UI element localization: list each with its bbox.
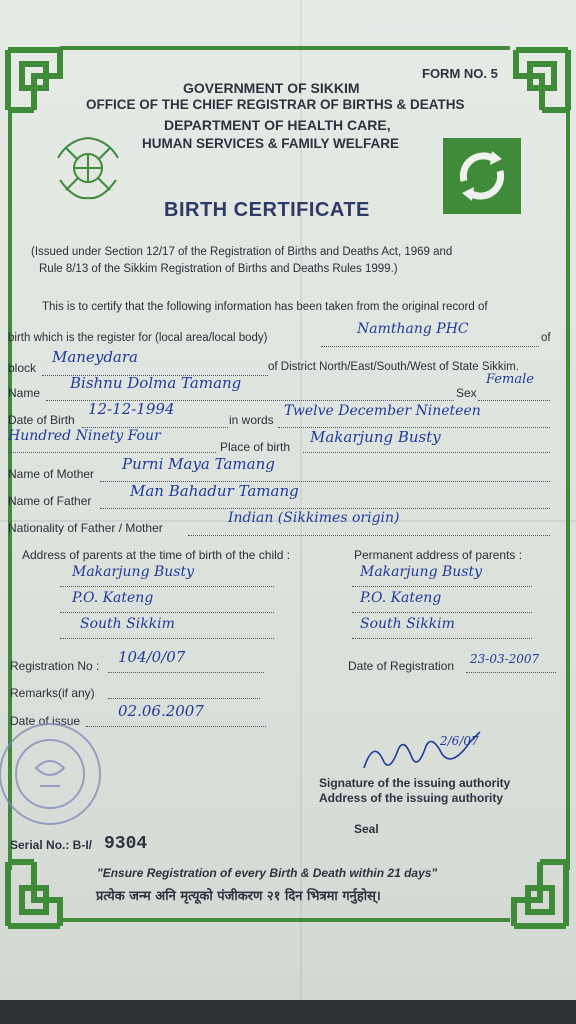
signature-date: 2/6/07 bbox=[440, 734, 479, 748]
border-bottom bbox=[60, 918, 510, 922]
nationality-line bbox=[188, 535, 550, 536]
registration-date-label: Date of Registration bbox=[348, 659, 455, 673]
address-birth-line3 bbox=[60, 638, 274, 639]
page-title: BIRTH CERTIFICATE bbox=[164, 199, 370, 221]
name-label: Name bbox=[8, 386, 41, 400]
round-seal-stamp bbox=[0, 718, 112, 830]
remarks-label: Remarks(if any) bbox=[10, 686, 95, 700]
serial-label: Serial No.: B-I/ bbox=[10, 838, 93, 852]
local-body-line bbox=[321, 346, 539, 347]
header-ministry: HUMAN SERVICES & FAMILY WELFARE bbox=[142, 136, 400, 151]
seal-label: Seal bbox=[354, 822, 379, 836]
address-perm-value1: Makarjung Busty bbox=[360, 564, 483, 580]
registration-no-label: Registration No : bbox=[10, 659, 100, 673]
background-surface bbox=[0, 1000, 576, 1024]
father-line bbox=[100, 508, 550, 509]
registration-date-value: 23-03-2007 bbox=[470, 652, 540, 666]
corner-knot-top-left bbox=[0, 40, 80, 140]
footer-english-note: "Ensure Registration of every Birth & Death within 21 days" bbox=[97, 866, 438, 880]
address-perm-line2 bbox=[352, 612, 532, 613]
serial-number: 9304 bbox=[104, 834, 148, 854]
issue-date-value: 02.06.2007 bbox=[118, 702, 204, 720]
in-words-line-2 bbox=[8, 452, 216, 453]
address-perm-line3 bbox=[352, 638, 532, 639]
registrar-stamp bbox=[394, 796, 494, 837]
footer-nepali-note: प्रत्येक जन्म अनि मृत्यूको पंजीकरण २१ दिन भित्रमा गर्नुहोस्। bbox=[96, 889, 381, 904]
border-right bbox=[566, 110, 570, 870]
issuing-authority-address-label: Address of the issuing authority bbox=[319, 791, 504, 805]
issuing-authority-signature-label: Signature of the issuing authority bbox=[319, 776, 511, 790]
address-birth-value3: South Sikkim bbox=[80, 616, 175, 632]
address-perm-value3: South Sikkim bbox=[360, 616, 455, 632]
pob-value: Makarjung Busty bbox=[310, 428, 441, 446]
address-birth-value2: P.O. Kateng bbox=[72, 590, 154, 606]
nationality-label: Nationality of Father / Mother bbox=[8, 521, 163, 535]
certify-line1: This is to certify that the following information has been taken from the original record of bbox=[42, 301, 488, 313]
signature-scribble bbox=[360, 728, 500, 778]
corner-knot-top-right bbox=[496, 40, 576, 140]
issue-date-label: Date of issue bbox=[10, 714, 81, 728]
registration-no-value: 104/0/07 bbox=[118, 648, 186, 666]
registration-no-line bbox=[108, 672, 264, 673]
in-words-value-2: Hundred Ninety Four bbox=[8, 428, 161, 444]
registration-date-line bbox=[466, 672, 556, 673]
sex-value: Female bbox=[486, 372, 534, 387]
dob-label: Date of Birth bbox=[8, 413, 75, 427]
local-body-value: Namthang PHC bbox=[357, 321, 469, 337]
health-logo-icon bbox=[442, 137, 522, 215]
issue-date-line bbox=[86, 726, 266, 727]
header-government: GOVERNMENT OF SIKKIM bbox=[183, 80, 360, 96]
remarks-line bbox=[108, 698, 260, 699]
sex-label: Sex bbox=[456, 386, 477, 400]
header-office: OFFICE OF THE CHIEF REGISTRAR OF BIRTHS & DEATHS bbox=[86, 97, 465, 112]
pob-line bbox=[303, 452, 550, 453]
address-perm-line1 bbox=[352, 586, 532, 587]
address-birth-value1: Makarjung Busty bbox=[72, 564, 195, 580]
sex-line bbox=[478, 400, 550, 401]
issued-note-line2: Rule 8/13 of the Sikkim Registration of Births and Deaths Rules 1999.) bbox=[39, 263, 398, 275]
address-birth-line1 bbox=[60, 586, 274, 587]
address-perm-value2: P.O. Kateng bbox=[360, 590, 442, 606]
block-label: block bbox=[8, 361, 37, 375]
name-value: Bishnu Dolma Tamang bbox=[70, 374, 242, 392]
dob-value: 12-12-1994 bbox=[88, 400, 175, 418]
in-words-value-1: Twelve December Nineteen bbox=[284, 403, 481, 419]
header-department: DEPARTMENT OF HEALTH CARE, bbox=[164, 117, 391, 133]
block-value: Maneydara bbox=[52, 348, 138, 366]
corner-knot-bottom-left bbox=[0, 848, 80, 938]
district-text: of District North/East/South/West of State Sikkim. bbox=[268, 361, 519, 373]
mother-value: Purni Maya Tamang bbox=[122, 455, 275, 473]
mother-label: Name of Mother bbox=[8, 467, 95, 481]
local-body-of: of bbox=[541, 332, 551, 344]
border-top bbox=[60, 46, 510, 50]
corner-knot-bottom-right bbox=[492, 848, 576, 938]
address-perm-label: Permanent address of parents : bbox=[354, 548, 523, 562]
pob-label: Place of birth bbox=[220, 440, 291, 454]
form-number: FORM NO. 5 bbox=[422, 66, 498, 81]
in-words-label: in words bbox=[229, 413, 274, 427]
issued-note-line1: (Issued under Section 12/17 of the Registration of Births and Deaths Act, 1969 and bbox=[31, 246, 453, 258]
address-birth-line2 bbox=[60, 612, 274, 613]
father-label: Name of Father bbox=[8, 494, 92, 508]
sikkim-emblem-icon bbox=[48, 128, 128, 208]
father-value: Man Bahadur Tamang bbox=[130, 482, 299, 500]
address-birth-label: Address of parents at the time of birth of the child : bbox=[22, 548, 291, 562]
local-body-label: birth which is the register for (local area/local body) bbox=[8, 332, 268, 344]
nationality-value: Indian (Sikkimes origin) bbox=[228, 510, 400, 526]
